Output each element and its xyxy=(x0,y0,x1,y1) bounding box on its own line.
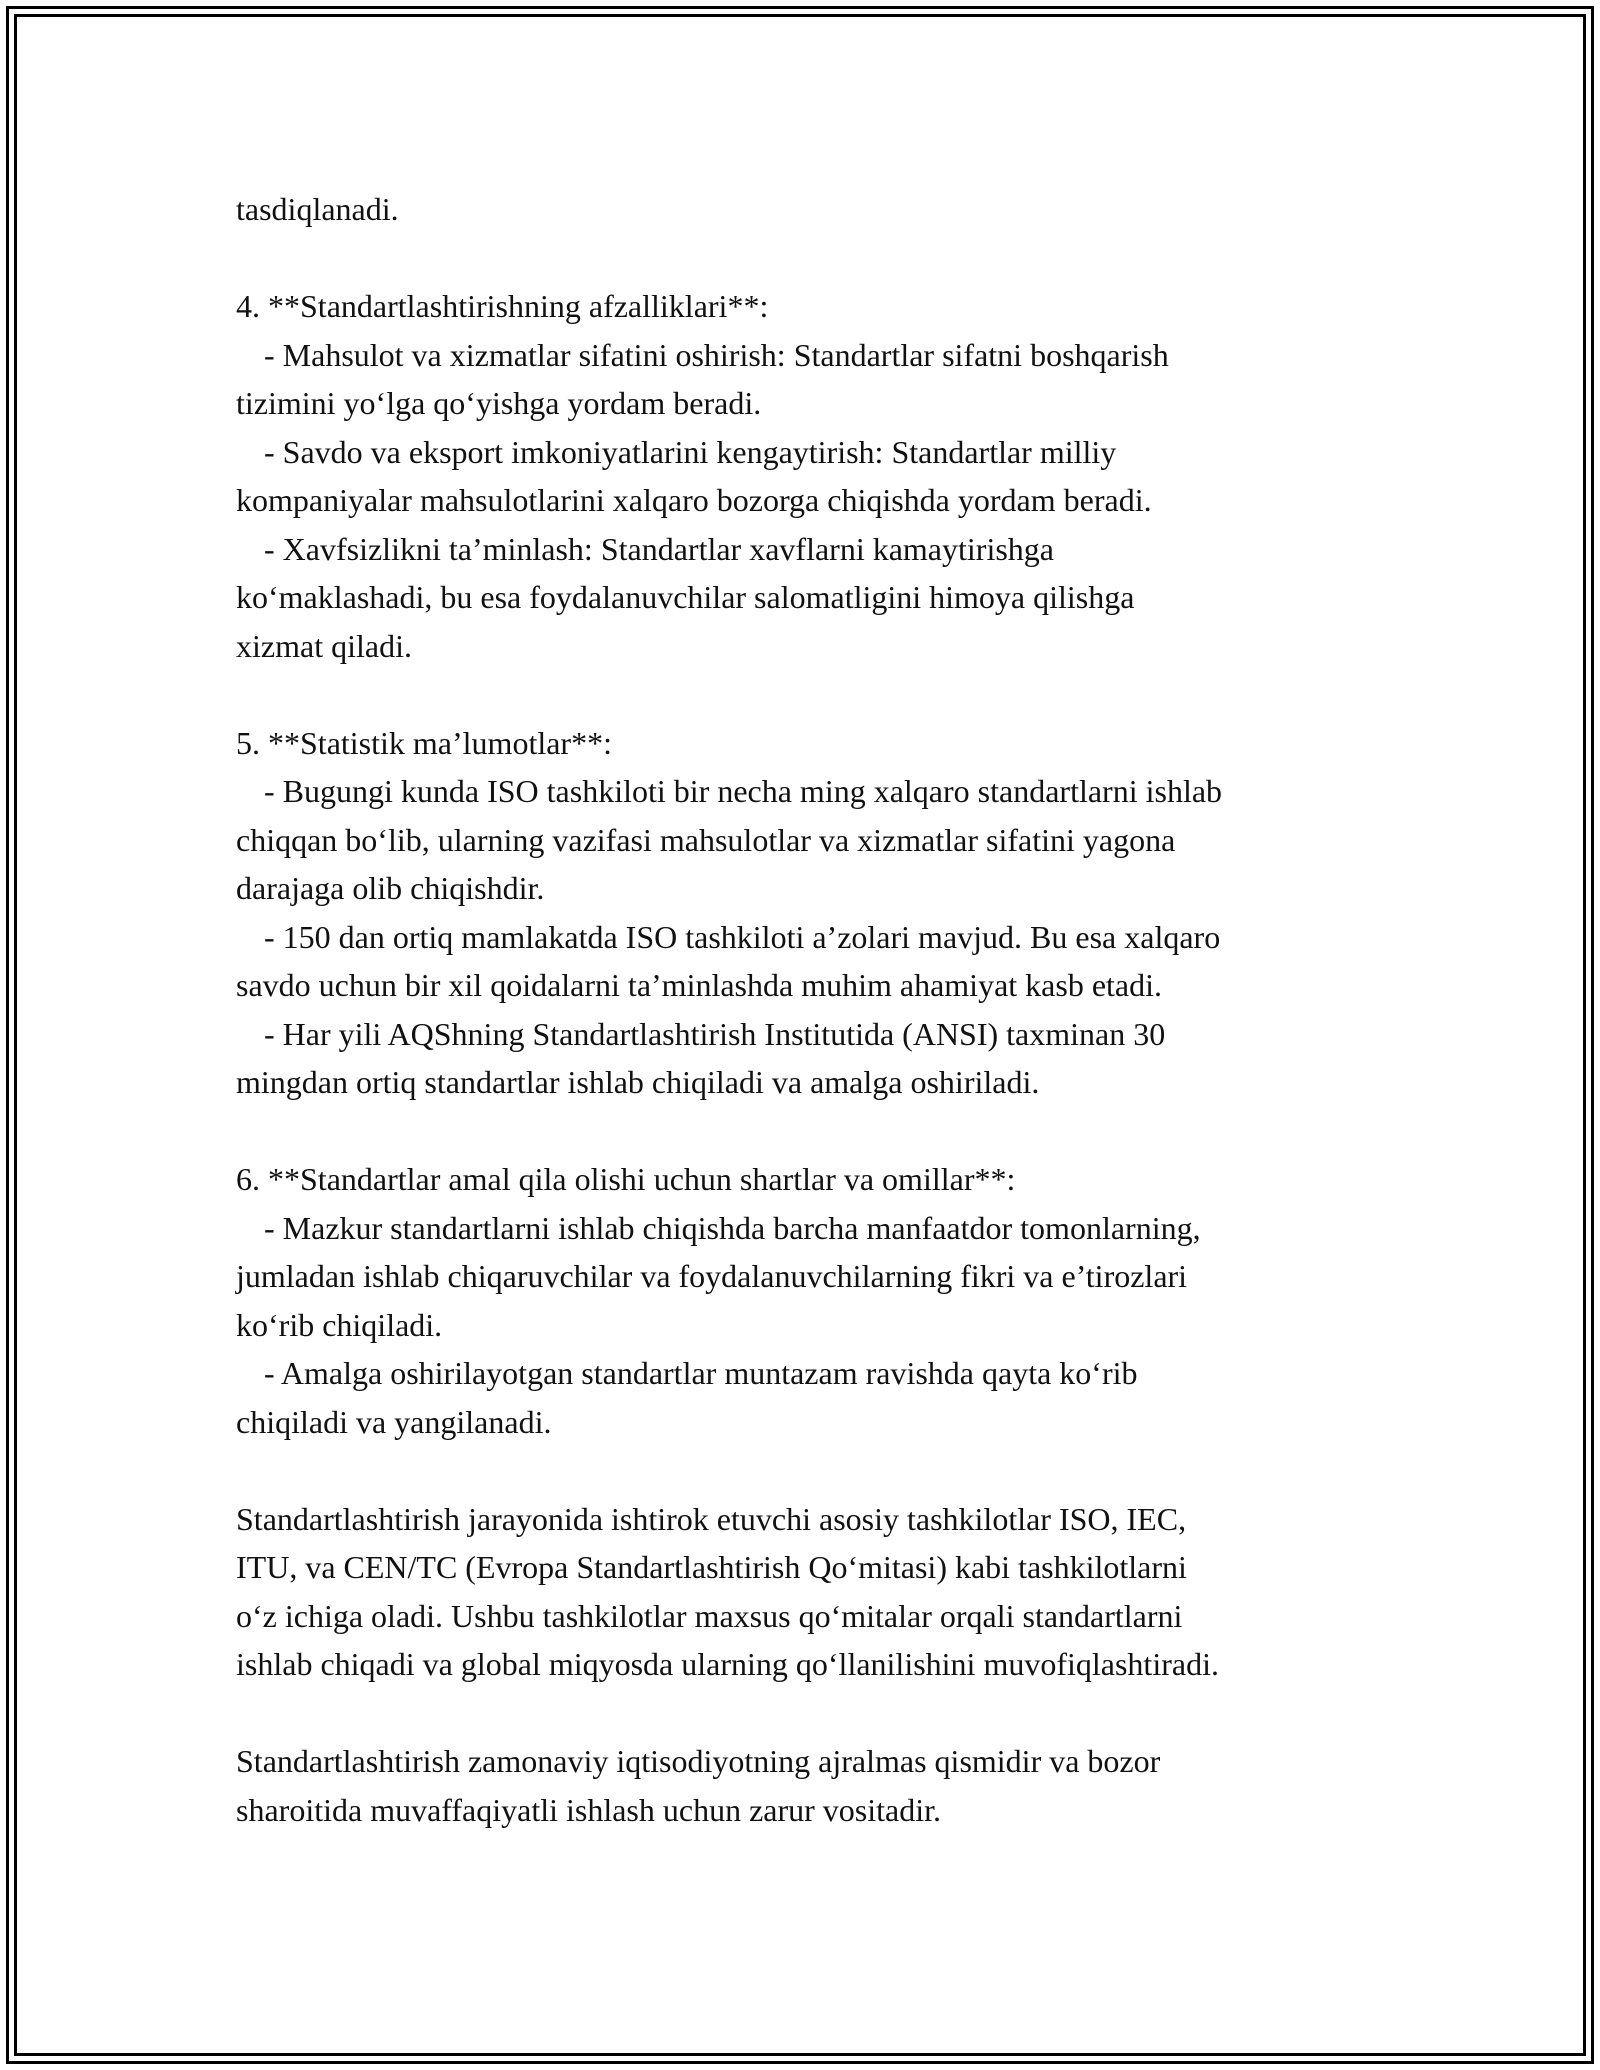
section-heading-4: 4. **Standartlashtirishning afzalliklari**: xyxy=(236,288,769,324)
list-item-line: chiqqan bo‘lib, ularning vazifasi mahsulotlar va xizmatlar sifatini yagona xyxy=(236,821,1176,858)
list-item-line: - Har yili AQShning Standartlashtirish Institutida (ANSI) taxminan 30 xyxy=(264,1015,1166,1052)
blank-line xyxy=(236,1689,1386,1738)
blank-line xyxy=(236,1107,1386,1156)
blank-line xyxy=(236,670,1386,719)
list-item-line: ko‘maklashadi, bu esa foydalanuvchilar salomatligini himoya qilishga xyxy=(236,579,1135,615)
list-item-line: - Amalga oshirilayotgan standartlar muntazam ravishda qayta ko‘rib xyxy=(264,1355,1138,1391)
document-body xyxy=(236,185,1386,1834)
paragraph-line: Standartlashtirish jarayonida ishtirok etuvchi asosiy tashkilotlar ISO, IEC, xyxy=(236,1500,1187,1537)
paragraph-line: o‘z ichiga oladi. Ushbu tashkilotlar maxsus qo‘mitalar orqali standartlarni xyxy=(236,1597,1183,1634)
list-item-line: - Mazkur standartlarni ishlab chiqishda barcha manfaatdor tomonlarning, xyxy=(264,1209,1201,1246)
section-heading-5: 5. **Statistik ma’lumotlar**: xyxy=(236,724,612,761)
list-item-line: - 150 dan ortiq mamlakatda ISO tashkiloti a’zolari mavjud. Bu esa xalqaro xyxy=(264,918,1221,955)
list-item-line: - Savdo va eksport imkoniyatlarini kengaytirish: Standartlar milliy xyxy=(264,433,1117,470)
paragraph-line: ishlab chiqadi va global miqyosda ularning qo‘llanilishini muvofiqlashtiradi. xyxy=(236,1646,1219,1682)
paragraph-line: ITU, va CEN/TC (Evropa Standartlashtirish Qo‘mitasi) kabi tashkilotlarni xyxy=(236,1549,1187,1585)
paragraph-line: Standartlashtirish zamonaviy iqtisodiyotning ajralmas qismidir va bozor xyxy=(236,1743,1161,1779)
list-item-line: - Mahsulot va xizmatlar sifatini oshirish: Standartlar sifatni boshqarish xyxy=(264,336,1169,373)
list-item-line: jumladan ishlab chiqaruvchilar va foydalanuvchilarning fikri va e’tirozlari xyxy=(236,1258,1188,1294)
text-line: tasdiqlanadi. xyxy=(236,191,399,227)
blank-line xyxy=(236,1446,1386,1495)
list-item-line: kompaniyalar mahsulotlarini xalqaro bozorga chiqishda yordam beradi. xyxy=(236,482,1152,518)
list-item-line: darajaga olib chiqishdir. xyxy=(236,870,545,906)
list-item-line: - Bugungi kunda ISO tashkiloti bir necha ming xalqaro standartlarni ishlab xyxy=(264,773,1223,809)
paragraph-line: sharoitida muvaffaqiyatli ishlash uchun zarur vositadir. xyxy=(236,1791,942,1828)
list-item-line: tizimini yo‘lga qo‘yishga yordam beradi. xyxy=(236,385,762,421)
blank-line xyxy=(236,234,1386,283)
list-item-line: mingdan ortiq standartlar ishlab chiqiladi va amalga oshiriladi. xyxy=(236,1064,1040,1100)
list-item-line: ko‘rib chiqiladi. xyxy=(236,1306,443,1343)
list-item-line: xizmat qiladi. xyxy=(236,627,412,664)
list-item-line: chiqiladi va yangilanadi. xyxy=(236,1403,552,1440)
list-item-line: savdo uchun bir xil qoidalarni ta’minlashda muhim ahamiyat kasb etadi. xyxy=(236,967,1162,1003)
list-item-line: - Xavfsizlikni ta’minlash: Standartlar xavflarni kamaytirishga xyxy=(264,530,1054,567)
section-heading-6: 6. **Standartlar amal qila olishi uchun shartlar va omillar**: xyxy=(236,1161,1016,1197)
